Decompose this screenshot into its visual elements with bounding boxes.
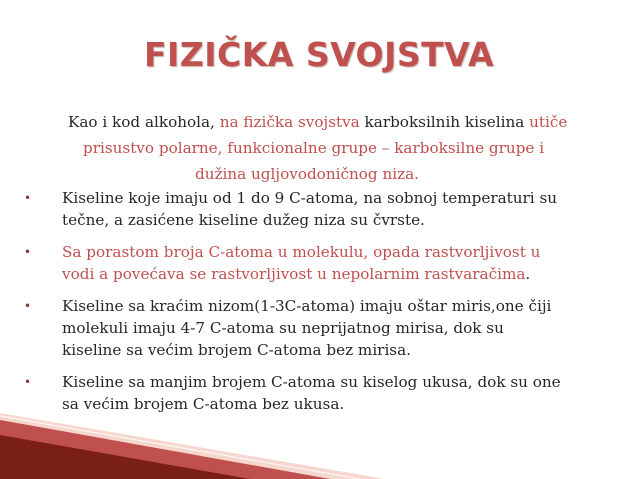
- bullet-item: [24, 295, 604, 361]
- intro-text: karboksilnih kiselina: [359, 113, 530, 131]
- bullet-line: Kiseline sa kraćim nizom(1-3C-atoma) imaju oštar miris,one čiji: [62, 297, 552, 315]
- slide-title: FIZIČKA SVOJSTVA: [143, 35, 495, 74]
- bullet-item: [24, 241, 604, 285]
- bullet-icon: •: [24, 245, 32, 259]
- decorative-swoosh: [0, 380, 400, 479]
- bullet-line: Kiseline sa manjim brojem C-atoma su kiselog ukusa, dok su one: [62, 373, 561, 391]
- intro-highlight: na fizička svojstva: [219, 113, 360, 131]
- bullet-line: kiseline sa većim brojem C-atoma bez mirisa.: [62, 341, 411, 359]
- intro-highlight: utiče: [529, 113, 568, 131]
- bullet-line: molekuli imaju 4-7 C-atoma su neprijatnog mirisa, dok su: [62, 319, 504, 337]
- bullet-line: [62, 263, 604, 285]
- intro-line-3: dužina ugljovodoničnog niza.: [195, 165, 419, 183]
- intro-paragraph: [56, 109, 588, 187]
- bullet-icon: •: [24, 375, 32, 389]
- intro-line-1: [56, 109, 588, 135]
- bullet-item: [24, 187, 604, 231]
- bullet-line: tečne, a zasićene kiseline dužeg niza su čvrste.: [62, 211, 425, 229]
- bullet-line: sa većim brojem C-atoma bez ukusa.: [62, 395, 345, 413]
- intro-text: Kao i kod alkohola,: [68, 113, 220, 131]
- bullet-line: Kiseline koje imaju od 1 do 9 C-atoma, na sobnoj temperaturi su: [62, 189, 558, 207]
- bullet-text: vodi a povećava se rastvorljivost u nepolarnim rastvaračima: [62, 265, 526, 283]
- bullet-line: Sa porastom broja C-atoma u molekulu, opada rastvorljivost u: [62, 243, 541, 261]
- bullet-icon: •: [24, 191, 32, 205]
- intro-line-2: prisustvo polarne, funkcionalne grupe – karboksilne grupe i: [83, 139, 545, 157]
- bullet-text: .: [525, 265, 531, 283]
- bullet-icon: •: [24, 299, 32, 313]
